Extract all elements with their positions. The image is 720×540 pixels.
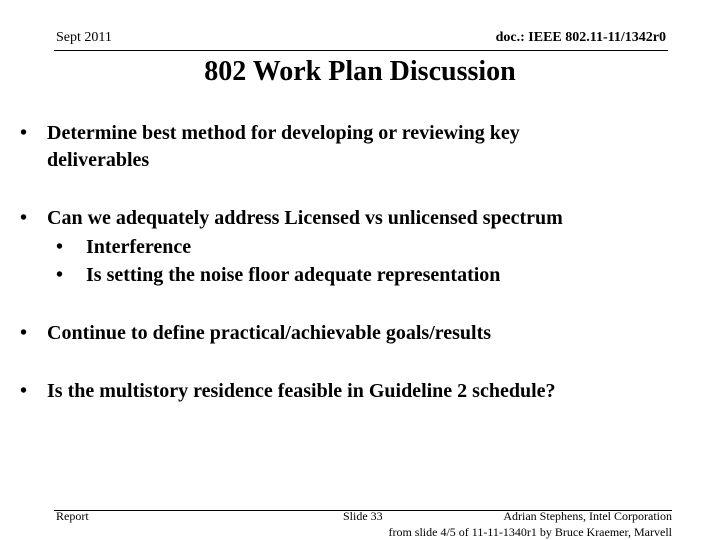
bullet-marker: • — [56, 236, 64, 258]
sub-bullet-text: Interference — [86, 236, 192, 258]
footer-slide-number: Slide 33 — [343, 509, 383, 523]
bullet-text-line1: Determine best method for developing or reviewing key — [47, 122, 520, 144]
sub-bullet-item — [56, 234, 696, 261]
bullet-text-line2: deliverables — [47, 149, 150, 171]
bullet-item — [20, 205, 700, 232]
bullet-item — [20, 320, 700, 347]
bullet-marker: • — [20, 122, 28, 144]
footer-source: from slide 4/5 of 11-11-1340r1 by Bruce Kraemer, Marvell — [388, 525, 672, 539]
bullet-text: Is the multistory residence feasible in Guideline 2 schedule? — [47, 380, 556, 402]
bullet-item — [20, 120, 700, 174]
sub-bullet-text: Is setting the noise floor adequate representation — [86, 264, 501, 286]
bullet-text: Continue to define practical/achievable goals/results — [47, 322, 492, 344]
header-date: Sept 2011 — [56, 30, 112, 45]
bullet-text: Can we adequately address Licensed vs unlicensed spectrum — [47, 207, 563, 229]
bullet-item — [20, 378, 700, 405]
bullet-marker: • — [20, 207, 28, 229]
footer-report: Report — [56, 509, 89, 523]
bullet-marker: • — [20, 322, 28, 344]
slide-title: 802 Work Plan Discussion — [204, 56, 516, 87]
header-divider — [54, 50, 668, 51]
header-doc-id: doc.: IEEE 802.11-11/1342r0 — [495, 30, 666, 45]
bullet-marker: • — [56, 264, 64, 286]
bullet-marker: • — [20, 380, 28, 402]
footer-author: Adrian Stephens, Intel Corporation — [503, 509, 672, 523]
sub-bullet-item — [56, 262, 696, 289]
